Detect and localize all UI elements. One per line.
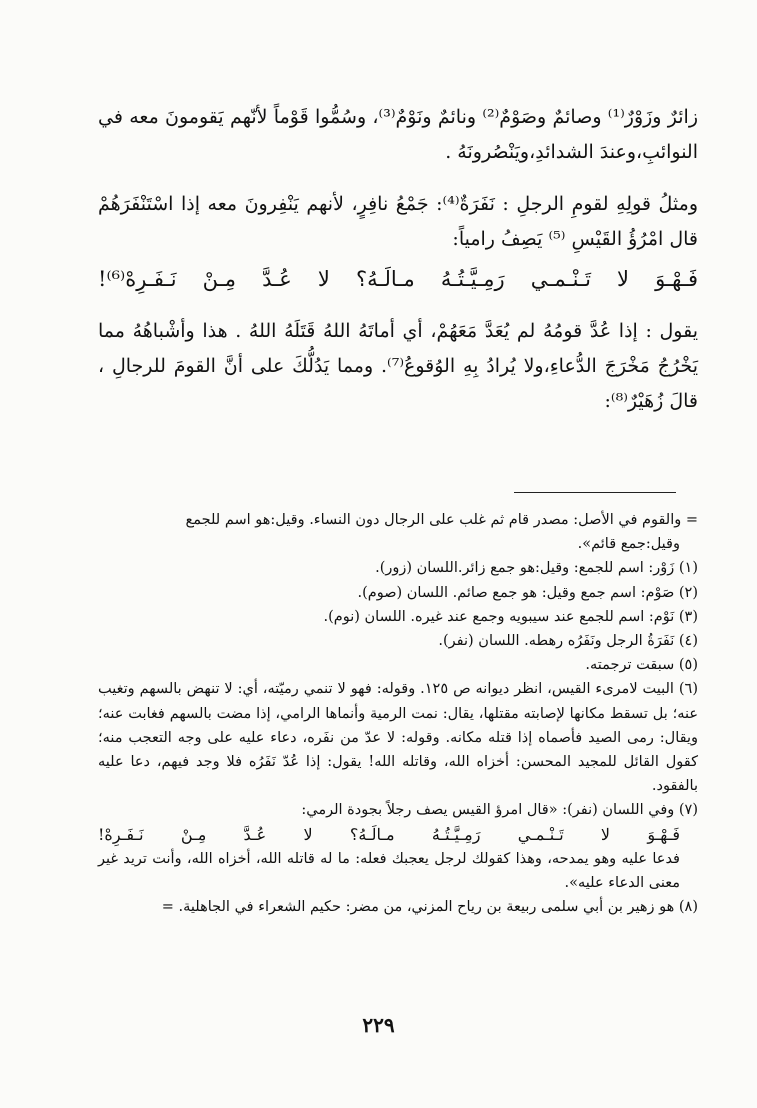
footnote-7-verse: فَـهْـوَ لا تَـنْـمـي رَمِـيَّـتُـهُ مـالَـهُ؟ لا عُـدَّ مِـنْ نَـفَـرِهْ!: [98, 824, 680, 844]
footnote-2: (٢) صَوْم: اسم جمع وقيل: هو جمع صائم. اللسان (صوم).: [357, 584, 698, 601]
footnote-divider: [514, 492, 676, 493]
paragraph-2: ومثلُ قولِهِ لقومِ الرجلِ : نَفَرَةٌ⁽⁴⁾: جَمْعُ نافِرٍ، لأنهم يَنْفِرونَ معه إذا اسْتَنْفَرَهُمْ قال امْرُؤُ القَيْسِ ⁽⁵⁾ يَصِفُ رامياً:: [98, 193, 698, 250]
paragraph-1: زائرٌ وزَوْرٌ⁽¹⁾ وصائمٌ وصَوْمٌ⁽²⁾ ونائمٌ ونَوْمٌ⁽³⁾، وسُمُّوا قَوْماً لأنّهم يَقومونَ معه في النوائبِ،وعندَ الشدائدِ،ويَنْصُرونَهُ .: [98, 106, 698, 163]
footnote-4: (٤) نَفَرَةُ الرجل ونَفَرُه رهطه. اللسان (نفر).: [438, 633, 698, 650]
footnotes: [98, 508, 698, 919]
main-text: [98, 100, 698, 419]
footnote-7-continued: فدعا عليه وهو يمدحه، وهذا كقولك لرجل يعجبك فعله: ما له قاتله الله، أخزاه الله، وأنت تريد غير معنى الدعاء عليه».: [98, 850, 680, 892]
footnote-7: (٧) وفي اللسان (نفر): «قال امرؤ القيس يصف رجلاً بجودة الرمي:: [301, 802, 698, 819]
footnote-6: (٦) البيت لامرىء القيس، انظر ديوانه ص ١٢٥. وقوله: فهو لا تنمي رميّته، أي: لا تنهض بالسهم وتغيب عنه؛ بل تسقط مكانها لإصابته مقتلها، يقال: نمت الرمية وأنماها الرامي، إذا مضت بالسهم فغابت عنه؛ ويقال: رمى الصيد فأصماه إذا قتله مكانه. وقوله: لا عدّ من نفَره، دعاء عليه على وجه التعجب منه؛ كقول القائل للمجيد المحسن: أخزاه الله، وقاتله الله! يقول: إذا عُدّ نَفَرُه فلا وجد فيهم، دعا عليه بالفقود.: [98, 681, 699, 795]
footnote-3: (٣) نَوْم: اسم للجمع عند سيبويه وجمع عند غيره. اللسان (نوم).: [323, 608, 698, 625]
footnote-8: (٨) هو زهير بن أبي سلمى ربيعة بن رياح المزني، من مضر: حكيم الشعراء في الجاهلية. =: [161, 899, 698, 916]
page-number: ٢٢٩: [362, 1013, 395, 1037]
footnote-5: (٥) سبقت ترجمته.: [585, 657, 698, 674]
paragraph-3: يقول : إذا عُدَّ قومُهُ لم يُعَدَّ مَعَهُمْ، أي أماتَهُ اللهُ قَتَلَهُ اللهُ . هذا وأشْباهُهُ مما يَخْرُجُ مَخْرَجَ الدُّعاءِ،ولا يُرادُ بِهِ الوُقوعُ⁽⁷⁾. ومما يَدُلُّكَ على أنَّ القومَ للرجالِ ، قالَ زُهَيْرٌ⁽⁸⁾:: [98, 320, 698, 412]
footnote-continued-end: وقيل:جمع قائم».: [577, 536, 680, 553]
footnote-continued: = والقوم في الأصل: مصدر قام ثم غلب على الرجال دون النساء. وقيل:هو اسم للجمع: [185, 512, 698, 528]
footnote-1: (١) زَوْر: اسم للجمع: وقيل:هو جمع زائر.اللسان (زور).: [375, 560, 698, 577]
poem-verse: فَـهْـوَ لا تَـنْـمـي رَمِـيَّـتُـهُ مـالَـهُ؟ لا عُـدَّ مِـنْ نَـفَـرِهْ⁽⁶⁾!: [98, 267, 698, 291]
